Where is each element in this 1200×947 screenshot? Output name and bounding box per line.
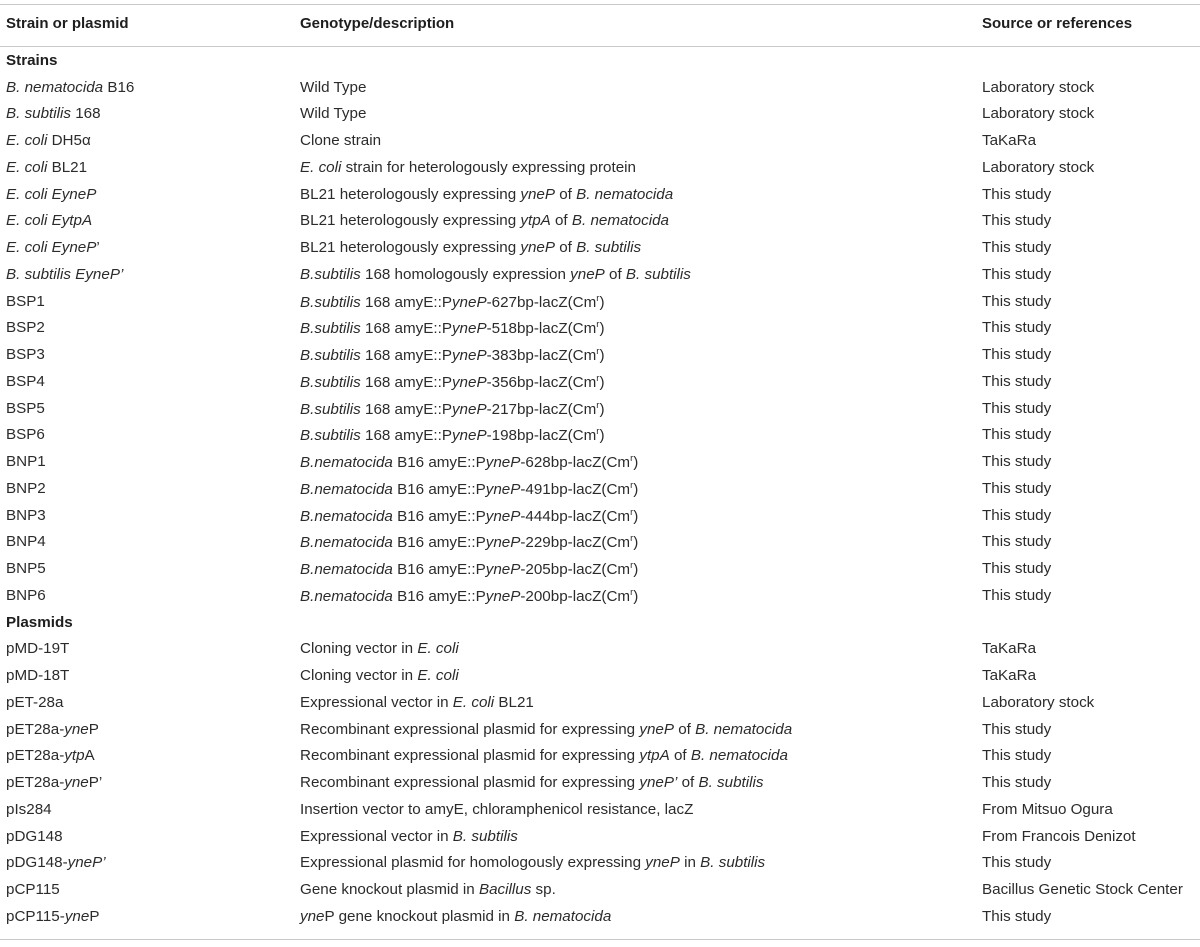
cell-strain-or-plasmid: pMD-18T (6, 667, 70, 685)
cell-source-or-references: This study (982, 426, 1052, 444)
cell-strain-or-plasmid: pET-28a (6, 693, 64, 711)
table-row (0, 502, 1200, 529)
cell-strain-or-plasmid: BSP3 (6, 346, 45, 364)
cell-strain-or-plasmid: BNP3 (6, 506, 46, 524)
table-row (0, 341, 1200, 368)
section-label-plasmids: Plasmids (6, 613, 73, 631)
cell-genotype-description: Expressional vector in E. coli BL21 (300, 693, 534, 711)
cell-genotype-description: B.nematocida B16 amyE::PyneP-444bp-lacZ(Cm$^r$) (300, 505, 639, 525)
cell-source-or-references: Laboratory stock (982, 693, 1095, 711)
cell-source-or-references: This study (982, 239, 1052, 257)
table-row (0, 368, 1200, 395)
cell-source-or-references: TaKaRa (982, 640, 1037, 658)
table-row (0, 234, 1200, 261)
cell-source-or-references: TaKaRa (982, 667, 1037, 685)
cell-genotype-description: B.nematocida B16 amyE::PyneP-200bp-lacZ(Cm$^r$) (300, 585, 639, 605)
cell-genotype-description: B.subtilis 168 amyE::PyneP-356bp-lacZ(Cm$^r$) (300, 371, 605, 391)
cell-source-or-references: From Mitsuo Ogura (982, 800, 1113, 818)
cell-genotype-description: Recombinant expressional plasmid for expressing yneP’ of B. subtilis (300, 774, 764, 792)
table-row (0, 850, 1200, 877)
table-row (0, 769, 1200, 796)
table-row (0, 208, 1200, 235)
cell-source-or-references: This study (982, 506, 1052, 524)
cell-source-or-references: This study (982, 319, 1052, 337)
cell-source-or-references: This study (982, 212, 1052, 230)
cell-source-or-references: This study (982, 265, 1052, 283)
cell-source-or-references: This study (982, 774, 1052, 792)
cell-source-or-references: This study (982, 854, 1052, 872)
table-row (0, 395, 1200, 422)
cell-genotype-description: BL21 heterologously expressing yneP of B. nematocida (300, 185, 674, 203)
cell-source-or-references: This study (982, 747, 1052, 765)
table-row (0, 823, 1200, 850)
cell-source-or-references: This study (982, 907, 1052, 925)
cell-strain-or-plasmid: pET28a-yneP’ (6, 774, 103, 792)
table-row (0, 422, 1200, 449)
section-row-strains (0, 47, 1200, 74)
cell-genotype-description: B.subtilis 168 homologously expression yneP of B. subtilis (300, 265, 691, 283)
cell-source-or-references: From Francois Denizot (982, 827, 1136, 845)
table-row (0, 181, 1200, 208)
cell-strain-or-plasmid: BSP2 (6, 319, 45, 337)
cell-genotype-description: BL21 heterologously expressing ytpA of B. nematocida (300, 212, 669, 230)
cell-genotype-description: Cloning vector in E. coli (300, 667, 459, 685)
table-row (0, 796, 1200, 823)
cell-source-or-references: This study (982, 372, 1052, 390)
cell-genotype-description: B.subtilis 168 amyE::PyneP-383bp-lacZ(Cm$^r$) (300, 345, 605, 365)
table-row (0, 716, 1200, 743)
cell-strain-or-plasmid: BNP5 (6, 560, 46, 578)
table-row (0, 743, 1200, 770)
cell-genotype-description: Insertion vector to amyE, chloramphenicol resistance, lacZ (300, 800, 694, 818)
table-row (0, 154, 1200, 181)
section-row-plasmids (0, 609, 1200, 636)
table-row (0, 127, 1200, 154)
cell-genotype-description: Recombinant expressional plasmid for expressing yneP of B. nematocida (300, 720, 793, 738)
table-row (0, 636, 1200, 663)
cell-genotype-description: Expressional plasmid for homologously expressing yneP in B. subtilis (300, 854, 766, 872)
cell-strain-or-plasmid: E. coli EyneP (6, 185, 97, 203)
cell-strain-or-plasmid: B. subtilis 168 (6, 105, 101, 123)
cell-source-or-references: This study (982, 292, 1052, 310)
header-row (0, 0, 1200, 47)
cell-strain-or-plasmid: pET28a-yneP (6, 720, 99, 738)
cell-strain-or-plasmid: E. coli EyneP’ (6, 239, 100, 257)
cell-strain-or-plasmid: BSP4 (6, 372, 45, 390)
cell-genotype-description: yneP gene knockout plasmid in B. nematocida (300, 907, 612, 925)
table-row (0, 903, 1200, 930)
table-row (0, 315, 1200, 342)
cell-genotype-description: B.subtilis 168 amyE::PyneP-627bp-lacZ(Cm$^r$) (300, 291, 605, 311)
table-row (0, 555, 1200, 582)
cell-source-or-references: This study (982, 586, 1052, 604)
cell-strain-or-plasmid: pIs284 (6, 800, 52, 818)
cell-source-or-references: This study (982, 453, 1052, 471)
column-header-genotype-description: Genotype/description (300, 15, 455, 32)
cell-strain-or-plasmid: BSP6 (6, 426, 45, 444)
cell-genotype-description: BL21 heterologously expressing yneP of B. subtilis (300, 239, 642, 257)
cell-genotype-description: Gene knockout plasmid in Bacillus sp. (300, 881, 556, 899)
cell-source-or-references: Laboratory stock (982, 78, 1095, 96)
cell-strain-or-plasmid: pET28a-ytpA (6, 747, 95, 765)
cell-strain-or-plasmid: E. coli BL21 (6, 158, 88, 176)
cell-genotype-description: Cloning vector in E. coli (300, 640, 459, 658)
bottom-rule (0, 939, 1200, 940)
cell-strain-or-plasmid: BNP1 (6, 453, 46, 471)
cell-strain-or-plasmid: pDG148 (6, 827, 63, 845)
table-row (0, 101, 1200, 128)
cell-genotype-description: B.nematocida B16 amyE::PyneP-628bp-lacZ(Cm$^r$) (300, 452, 639, 472)
table-row (0, 876, 1200, 903)
cell-strain-or-plasmid: BNP2 (6, 479, 46, 497)
cell-strain-or-plasmid: B. nematocida B16 (6, 78, 135, 96)
cell-strain-or-plasmid: pCP115 (6, 881, 60, 899)
cell-source-or-references: This study (982, 720, 1052, 738)
section-label-strains: Strains (6, 51, 58, 69)
table-row (0, 261, 1200, 288)
cell-genotype-description: B.subtilis 168 amyE::PyneP-198bp-lacZ(Cm$^r$) (300, 425, 605, 445)
table-row (0, 288, 1200, 315)
cell-strain-or-plasmid: BSP5 (6, 399, 45, 417)
cell-genotype-description: B.subtilis 168 amyE::PyneP-217bp-lacZ(Cm$^r$) (300, 398, 605, 418)
cell-strain-or-plasmid: pMD-19T (6, 640, 70, 658)
cell-strain-or-plasmid: BNP6 (6, 586, 46, 604)
table-body (0, 47, 1200, 930)
cell-genotype-description: B.nematocida B16 amyE::PyneP-205bp-lacZ(Cm$^r$) (300, 559, 639, 579)
cell-source-or-references: This study (982, 399, 1052, 417)
table-row (0, 74, 1200, 101)
cell-strain-or-plasmid: BSP1 (6, 292, 45, 310)
cell-source-or-references: This study (982, 346, 1052, 364)
cell-genotype-description: B.subtilis 168 amyE::PyneP-518bp-lacZ(Cm$^r$) (300, 318, 605, 338)
cell-source-or-references: Laboratory stock (982, 105, 1095, 123)
cell-source-or-references: This study (982, 533, 1052, 551)
cell-genotype-description: Expressional vector in B. subtilis (300, 827, 518, 845)
cell-strain-or-plasmid: pCP115-yneP (6, 907, 100, 925)
table-row (0, 448, 1200, 475)
cell-genotype-description: Wild Type (300, 78, 367, 96)
cell-genotype-description: B.nematocida B16 amyE::PyneP-491bp-lacZ(Cm$^r$) (300, 478, 639, 498)
cell-source-or-references: This study (982, 479, 1052, 497)
cell-source-or-references: This study (982, 185, 1052, 203)
column-header-source-or-references: Source or references (982, 15, 1133, 32)
cell-genotype-description: Recombinant expressional plasmid for expressing ytpA of B. nematocida (300, 747, 788, 765)
table-row (0, 582, 1200, 609)
cell-strain-or-plasmid: BNP4 (6, 533, 46, 551)
table-header (0, 0, 1200, 47)
cell-genotype-description: B.nematocida B16 amyE::PyneP-229bp-lacZ(Cm$^r$) (300, 532, 639, 552)
cell-genotype-description: Clone strain (300, 132, 382, 150)
cell-strain-or-plasmid: B. subtilis EyneP’ (6, 265, 124, 283)
cell-strain-or-plasmid: E. coli EytpA (6, 212, 93, 230)
cell-strain-or-plasmid: E. coli DH5α (6, 132, 91, 150)
table-row (0, 529, 1200, 556)
table-row (0, 662, 1200, 689)
cell-strain-or-plasmid: pDG148-yneP’ (6, 854, 106, 872)
table-row (0, 475, 1200, 502)
cell-source-or-references: Bacillus Genetic Stock Center (982, 881, 1183, 899)
cell-source-or-references: Laboratory stock (982, 158, 1095, 176)
cell-genotype-description: E. coli strain for heterologously expressing protein (300, 158, 636, 176)
cell-genotype-description: Wild Type (300, 105, 367, 123)
cell-source-or-references: This study (982, 560, 1052, 578)
cell-source-or-references: TaKaRa (982, 132, 1037, 150)
table-row (0, 689, 1200, 716)
column-header-strain-or-plasmid: Strain or plasmid (6, 15, 129, 32)
